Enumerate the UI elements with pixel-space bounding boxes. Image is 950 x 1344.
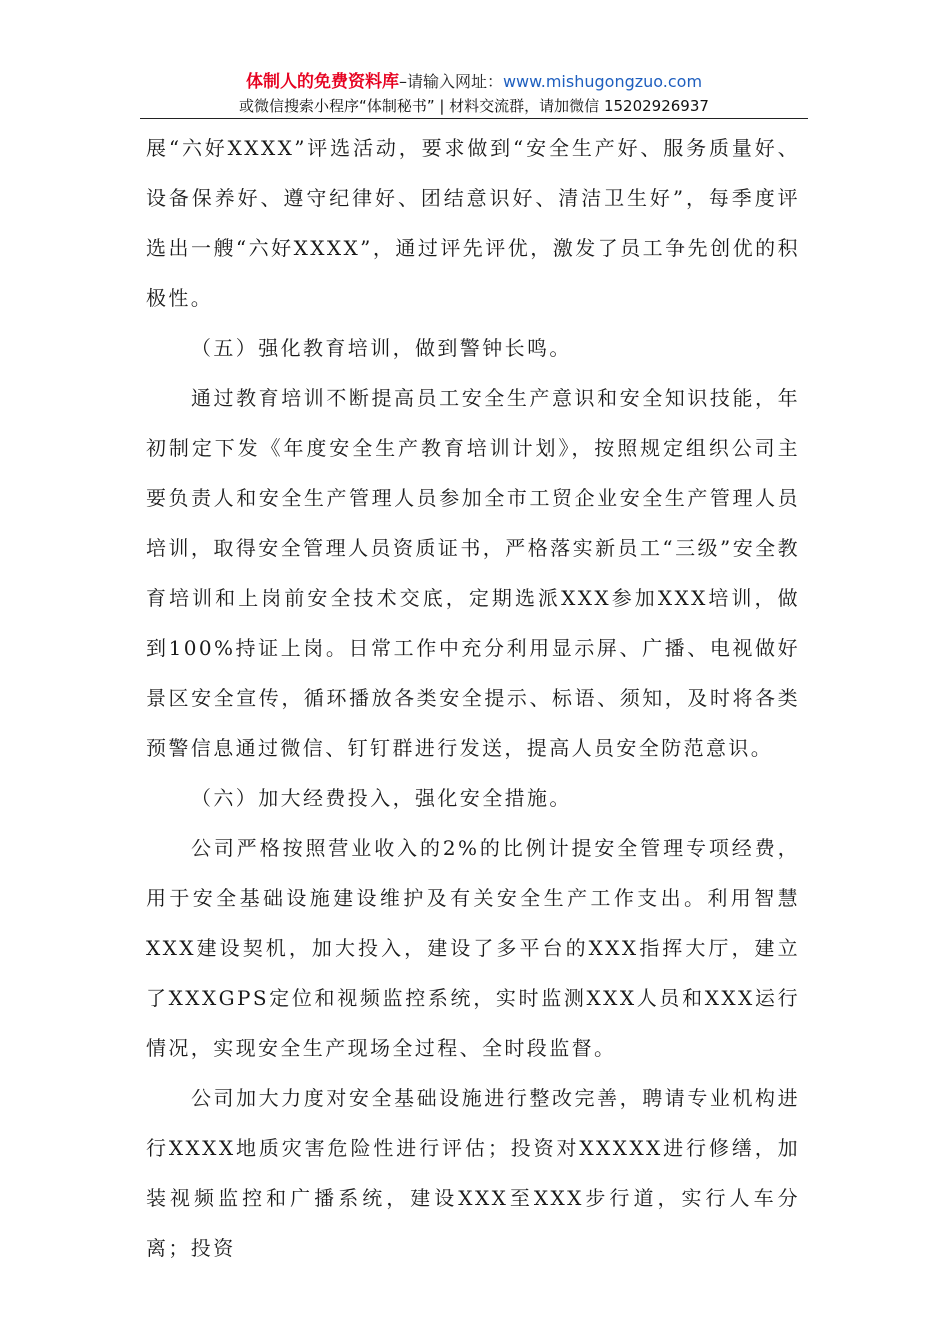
header-contact-line: 或微信搜索小程序“体制秘书” | 材料交流群，请加微信 15202926937 (239, 97, 709, 115)
document-body (146, 123, 800, 1273)
header-promo-line (140, 70, 808, 94)
section-heading-six: （六）加大经费投入，强化安全措施。 (191, 786, 572, 810)
paragraph-facilities: 公司加大力度对安全基础设施进行整改完善，聘请专业机构进行XXXX地质灾害危险性进行评估；投资对XXXXX进行修缮，加装视频监控和广播系统，建设XXX至XXX步行道，实行人车分离；投资 (146, 1086, 800, 1260)
paragraph-funding: 公司严格按照营业收入的2%的比例计提安全管理专项经费，用于安全基础设施建设维护及有关安全生产工作支出。利用智慧XXX建设契机，加大投入，建设了多平台的XXX指挥大厅，建立了XXXGPS定位和视频监控系统，实时监测XXX人员和XXX运行情况，实现安全生产现场全过程、全时段监督。 (146, 836, 800, 1060)
header-divider (140, 118, 808, 119)
paragraph-continuation: 展“六好XXXX”评选活动，要求做到“安全生产好、服务质量好、设备保养好、遵守纪律好、团结意识好、清洁卫生好”，每季度评选出一艘“六好XXXX”，通过评先评优，激发了员工争先创优的积极性。 (146, 136, 800, 310)
header-url-link[interactable]: www.mishugongzuo.com (502, 72, 703, 91)
header-prompt: –请输入网址： (398, 72, 503, 91)
paragraph-training: 通过教育培训不断提高员工安全生产意识和安全知识技能，年初制定下发《年度安全生产教育培训计划》，按照规定组织公司主要负责人和安全生产管理人员参加全市工贸企业安全生产管理人员培训，取得安全管理人员资质证书，严格落实新员工“三级”安全教育培训和上岗前安全技术交底，定期选派XXX参加XXX培训，做到100%持证上岗。日常工作中充分利用显示屏、广播、电视做好景区安全宣传，循环播放各类安全提示、标语、须知，及时将各类预警信息通过微信、钉钉群进行发送，提高人员安全防范意识。 (146, 386, 800, 760)
section-heading-five: （五）强化教育培训，做到警钟长鸣。 (191, 336, 572, 360)
header-brand: 体制人的免费资料库 (245, 72, 399, 92)
page-header (140, 70, 808, 118)
